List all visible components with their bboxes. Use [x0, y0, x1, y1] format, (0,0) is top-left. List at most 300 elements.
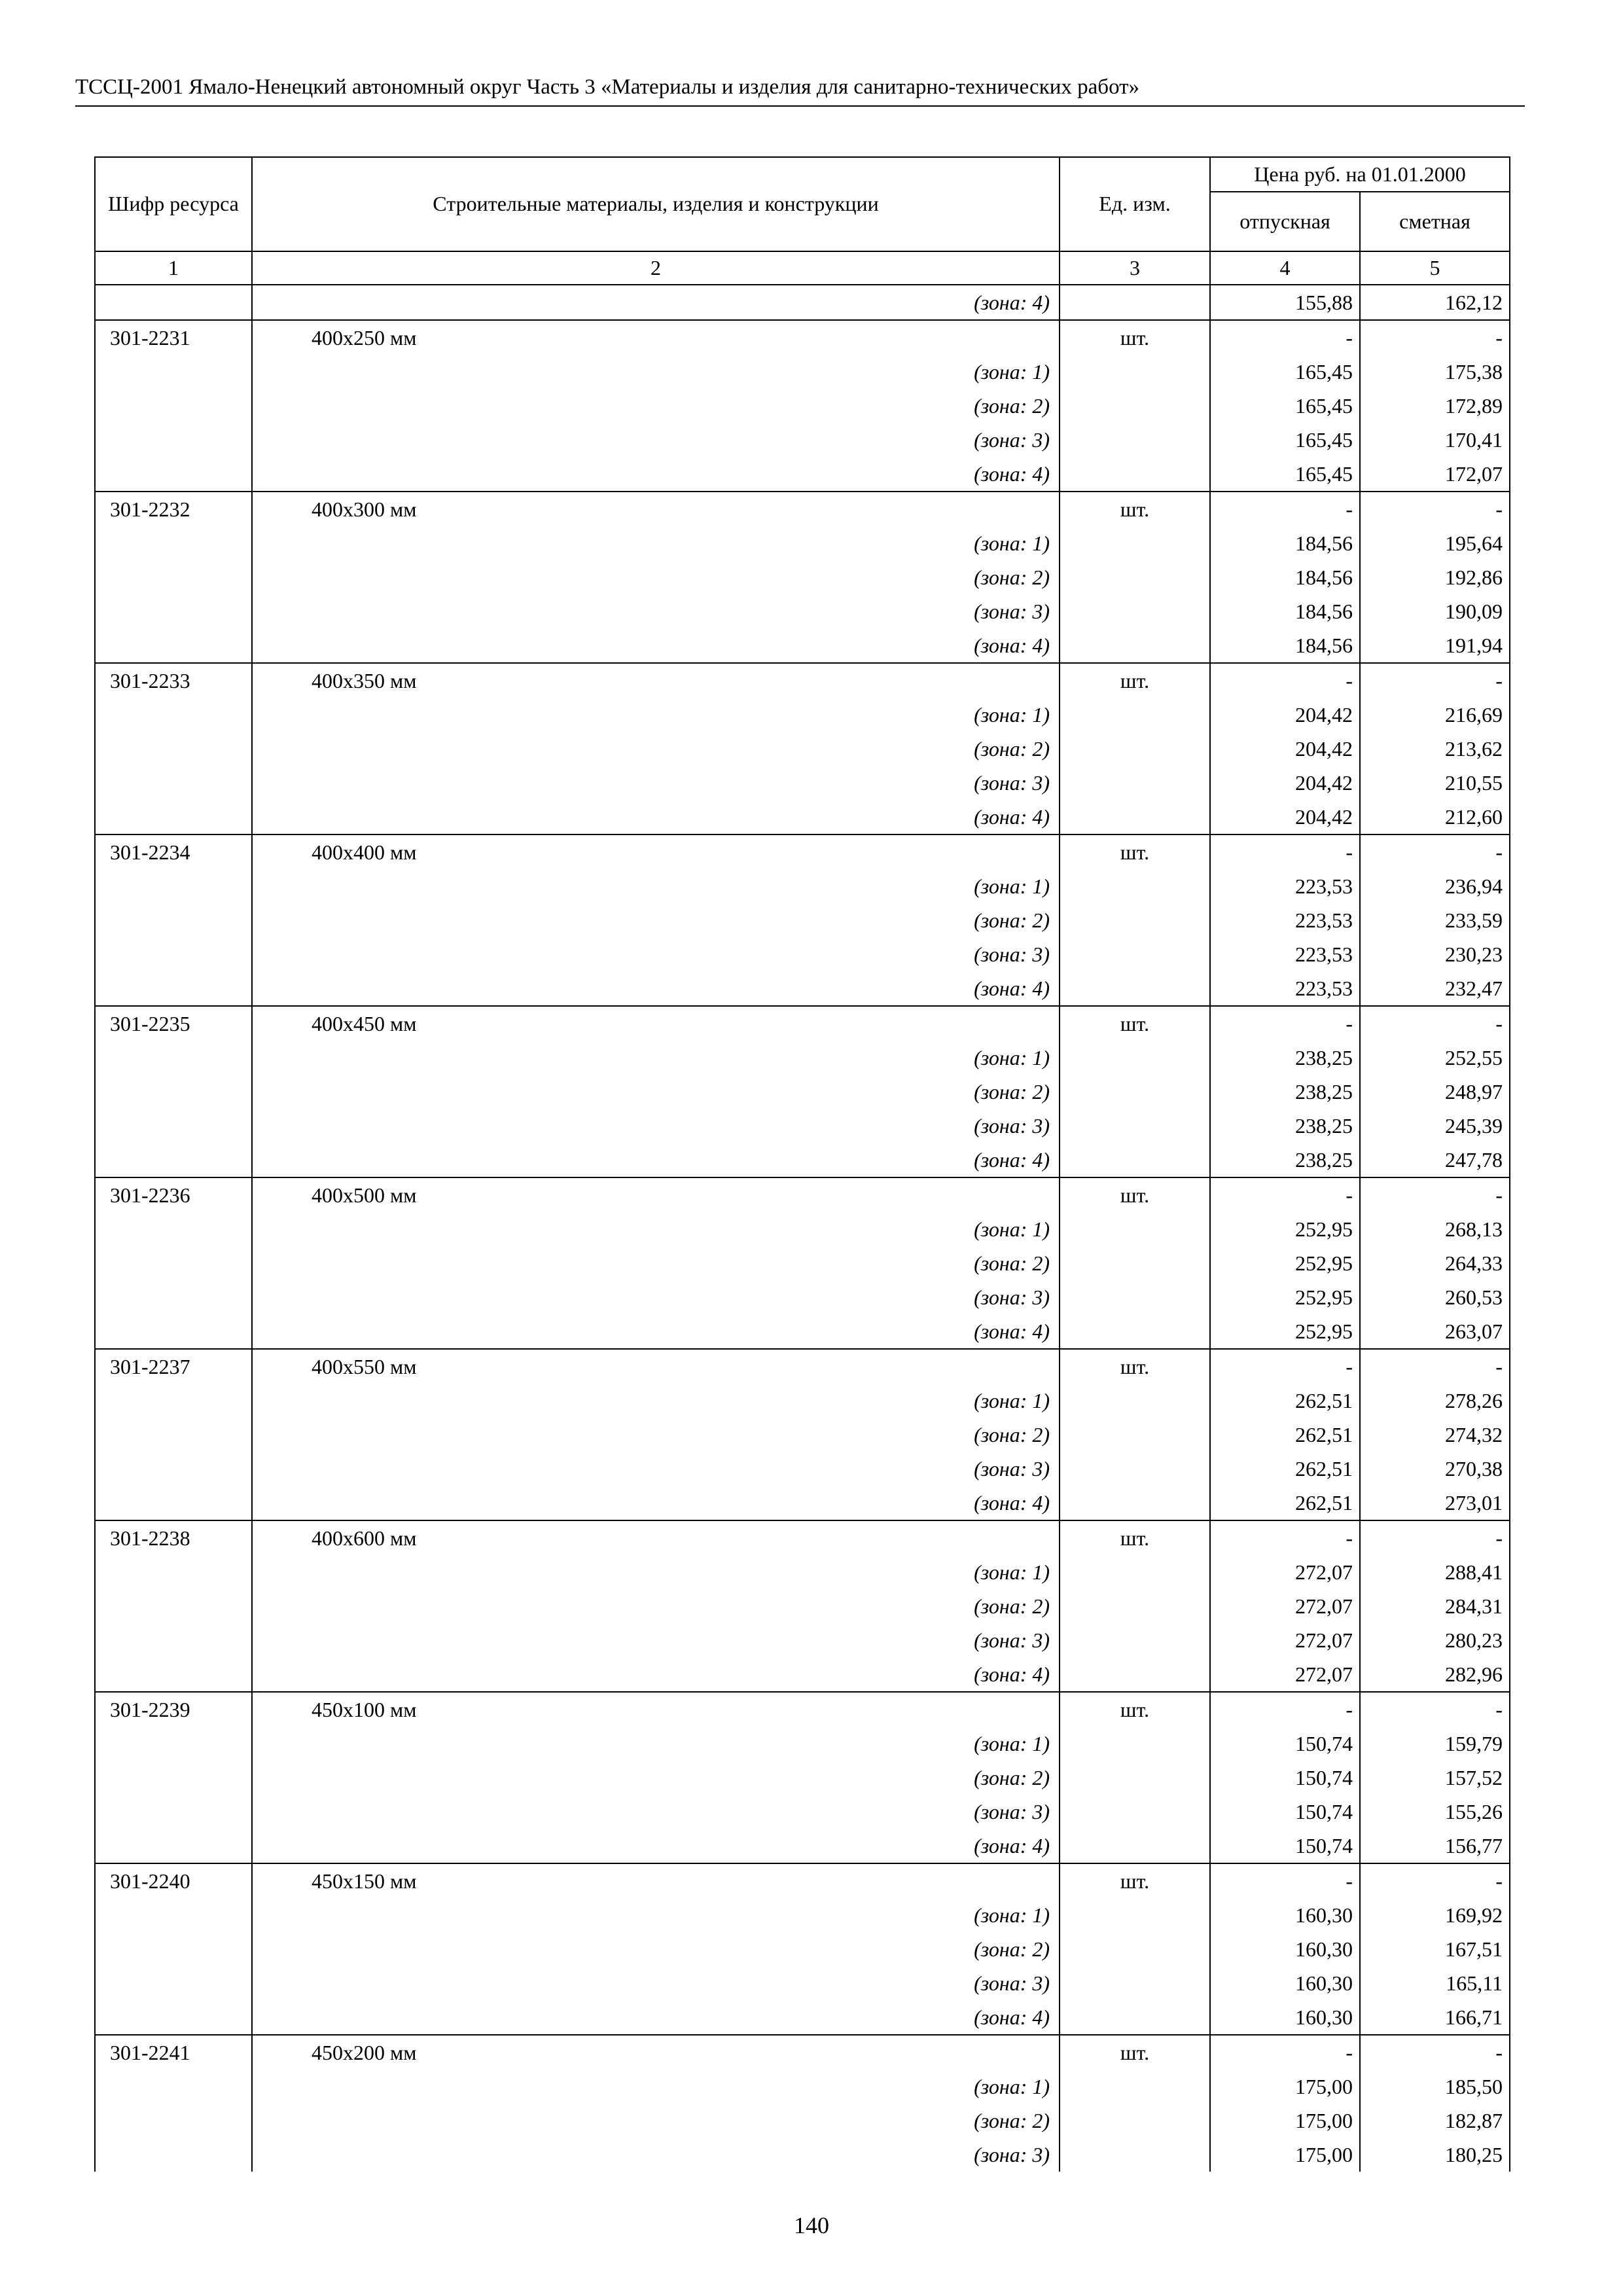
unit-cell	[1060, 457, 1210, 492]
zone-row	[95, 1829, 1510, 1863]
zone-row	[95, 1932, 1510, 1966]
resource-code: 301-2236	[95, 1177, 252, 1212]
estimate-price-cell: 156,77	[1360, 1829, 1510, 1863]
release-price-cell: 252,95	[1210, 1212, 1360, 1246]
zone-label: (зона: 2)	[252, 1589, 1060, 1623]
unit-cell	[1060, 1555, 1210, 1589]
zone-row	[95, 560, 1510, 594]
estimate-price-cell: 245,39	[1360, 1109, 1510, 1143]
estimate-price-cell: -	[1360, 663, 1510, 698]
zone-row	[95, 1143, 1510, 1177]
unit-cell	[1060, 2138, 1210, 2172]
estimate-price-cell: 280,23	[1360, 1623, 1510, 1657]
zone-label: (зона: 4)	[252, 1657, 1060, 1692]
zone-label: (зона: 4)	[252, 1143, 1060, 1177]
item-row	[95, 2035, 1510, 2070]
resource-code-cell	[95, 1384, 252, 1418]
estimate-price-cell: 192,86	[1360, 560, 1510, 594]
estimate-price-cell: -	[1360, 320, 1510, 355]
unit-cell	[1060, 1589, 1210, 1623]
unit-cell	[1060, 1143, 1210, 1177]
resource-code-cell	[95, 698, 252, 732]
zone-row	[95, 2138, 1510, 2172]
resource-code-cell	[95, 1212, 252, 1246]
release-price-cell: 165,45	[1210, 389, 1360, 423]
zone-row	[95, 1657, 1510, 1692]
zone-label: (зона: 2)	[252, 732, 1060, 766]
zone-label: (зона: 4)	[252, 971, 1060, 1006]
release-price-cell: 272,07	[1210, 1555, 1360, 1589]
release-price-cell: -	[1210, 2035, 1360, 2070]
zone-label: (зона: 3)	[252, 1109, 1060, 1143]
column-header-price-group: Цена руб. на 01.01.2000	[1210, 157, 1510, 192]
release-price-cell: 204,42	[1210, 698, 1360, 732]
unit-cell	[1060, 423, 1210, 457]
zone-label: (зона: 3)	[252, 1280, 1060, 1314]
resource-code: 301-2239	[95, 1692, 252, 1727]
page-number: 140	[794, 2212, 829, 2238]
estimate-price-cell: 182,87	[1360, 2104, 1510, 2138]
unit-cell	[1060, 869, 1210, 903]
release-price-cell: 223,53	[1210, 869, 1360, 903]
unit-cell	[1060, 800, 1210, 834]
estimate-price-cell: 230,23	[1360, 937, 1510, 971]
zone-label: (зона: 3)	[252, 937, 1060, 971]
zone-label: (зона: 2)	[252, 560, 1060, 594]
item-row	[95, 1692, 1510, 1727]
zone-row	[95, 423, 1510, 457]
estimate-price-cell: 190,09	[1360, 594, 1510, 628]
estimate-price-cell: 162,12	[1360, 285, 1510, 320]
release-price-cell: 150,74	[1210, 1829, 1360, 1863]
resource-code: 301-2233	[95, 663, 252, 698]
zone-row	[95, 1727, 1510, 1761]
zone-label: (зона: 4)	[252, 1314, 1060, 1349]
release-price-cell: -	[1210, 1006, 1360, 1041]
resource-code: 301-2240	[95, 1863, 252, 1898]
column-header-name: Строительные материалы, изделия и конструкции	[252, 157, 1060, 251]
release-price-cell: 155,88	[1210, 285, 1360, 320]
unit-cell	[1060, 1212, 1210, 1246]
unit-cell	[1060, 1314, 1210, 1349]
resource-code-cell	[95, 903, 252, 937]
item-row	[95, 1006, 1510, 1041]
estimate-price-cell: -	[1360, 2035, 1510, 2070]
unit-cell	[1060, 937, 1210, 971]
column-header-code: Шифр ресурса	[95, 157, 252, 251]
resource-code-cell	[95, 1589, 252, 1623]
item-row	[95, 492, 1510, 526]
resource-code-cell	[95, 1418, 252, 1452]
estimate-price-cell: 169,92	[1360, 1898, 1510, 1932]
item-row	[95, 1520, 1510, 1555]
zone-row	[95, 1452, 1510, 1486]
resource-code-cell	[95, 1109, 252, 1143]
resource-code-cell	[95, 2138, 252, 2172]
resource-code: 301-2237	[95, 1349, 252, 1384]
zone-row	[95, 971, 1510, 1006]
zone-row	[95, 937, 1510, 971]
unit-cell: шт.	[1060, 1863, 1210, 1898]
release-price-cell: 175,00	[1210, 2104, 1360, 2138]
unit-cell: шт.	[1060, 1692, 1210, 1727]
unit-cell: шт.	[1060, 320, 1210, 355]
release-price-cell: 160,30	[1210, 1932, 1360, 1966]
zone-label: (зона: 3)	[252, 1452, 1060, 1486]
estimate-price-cell: 260,53	[1360, 1280, 1510, 1314]
unit-cell	[1060, 1761, 1210, 1795]
unit-cell	[1060, 2070, 1210, 2104]
estimate-price-cell: 165,11	[1360, 1966, 1510, 2000]
resource-code: 301-2238	[95, 1520, 252, 1555]
zone-row	[95, 1041, 1510, 1075]
estimate-price-cell: 185,50	[1360, 2070, 1510, 2104]
release-price-cell: 160,30	[1210, 1966, 1360, 2000]
zone-label: (зона: 4)	[252, 1829, 1060, 1863]
zone-row	[95, 2104, 1510, 2138]
resource-code-cell	[95, 971, 252, 1006]
release-price-cell: 262,51	[1210, 1418, 1360, 1452]
estimate-price-cell: 159,79	[1360, 1727, 1510, 1761]
unit-cell	[1060, 2104, 1210, 2138]
unit-cell	[1060, 1075, 1210, 1109]
estimate-price-cell: 155,26	[1360, 1795, 1510, 1829]
release-price-cell: 238,25	[1210, 1075, 1360, 1109]
resource-code: 301-2235	[95, 1006, 252, 1041]
unit-cell	[1060, 1898, 1210, 1932]
unit-cell: шт.	[1060, 1006, 1210, 1041]
release-price-cell: 160,30	[1210, 1898, 1360, 1932]
zone-label: (зона: 1)	[252, 1727, 1060, 1761]
resource-code-cell	[95, 1795, 252, 1829]
item-name: 400х600 мм	[252, 1520, 1060, 1555]
column-header-release: отпускная	[1210, 192, 1360, 251]
release-price-cell: -	[1210, 1863, 1360, 1898]
estimate-price-cell: 252,55	[1360, 1041, 1510, 1075]
estimate-price-cell: 212,60	[1360, 800, 1510, 834]
resource-code-cell	[95, 800, 252, 834]
zone-row	[95, 1109, 1510, 1143]
resource-code-cell	[95, 1727, 252, 1761]
release-price-cell: 160,30	[1210, 2000, 1360, 2035]
release-price-cell: 252,95	[1210, 1246, 1360, 1280]
unit-cell	[1060, 1384, 1210, 1418]
zone-row	[95, 1795, 1510, 1829]
release-price-cell: 184,56	[1210, 628, 1360, 663]
unit-cell	[1060, 355, 1210, 389]
resource-code: 301-2232	[95, 492, 252, 526]
estimate-price-cell: 247,78	[1360, 1143, 1510, 1177]
zone-row	[95, 355, 1510, 389]
unit-cell	[1060, 1418, 1210, 1452]
resource-code-cell	[95, 1761, 252, 1795]
item-name: 400х400 мм	[252, 834, 1060, 869]
zone-label: (зона: 2)	[252, 2104, 1060, 2138]
release-price-cell: 184,56	[1210, 594, 1360, 628]
item-row	[95, 320, 1510, 355]
zone-row	[95, 698, 1510, 732]
unit-cell	[1060, 1623, 1210, 1657]
zone-label: (зона: 2)	[252, 1932, 1060, 1966]
resource-code-cell	[95, 1314, 252, 1349]
zone-row	[95, 1898, 1510, 1932]
release-price-cell: -	[1210, 834, 1360, 869]
item-name: 400х550 мм	[252, 1349, 1060, 1384]
resource-code-cell	[95, 2104, 252, 2138]
zone-row	[95, 1761, 1510, 1795]
unit-cell	[1060, 766, 1210, 800]
column-header-unit: Ед. изм.	[1060, 157, 1210, 251]
release-price-cell: 262,51	[1210, 1384, 1360, 1418]
zone-label: (зона: 4)	[252, 285, 1060, 320]
zone-label: (зона: 2)	[252, 1246, 1060, 1280]
zone-row	[95, 732, 1510, 766]
resource-code-cell	[95, 1555, 252, 1589]
estimate-price-cell: 248,97	[1360, 1075, 1510, 1109]
resource-code-cell	[95, 766, 252, 800]
column-number: 5	[1360, 251, 1510, 285]
estimate-price-cell: 273,01	[1360, 1486, 1510, 1520]
resource-code-cell	[95, 869, 252, 903]
zone-row	[95, 1589, 1510, 1623]
zone-label: (зона: 3)	[252, 594, 1060, 628]
column-number: 3	[1060, 251, 1210, 285]
item-name: 450х200 мм	[252, 2035, 1060, 2070]
table-body	[95, 285, 1510, 2172]
estimate-price-cell: 264,33	[1360, 1246, 1510, 1280]
estimate-price-cell: 274,32	[1360, 1418, 1510, 1452]
unit-cell	[1060, 1829, 1210, 1863]
estimate-price-cell: 195,64	[1360, 526, 1510, 560]
release-price-cell: 238,25	[1210, 1041, 1360, 1075]
release-price-cell: 223,53	[1210, 971, 1360, 1006]
release-price-cell: 238,25	[1210, 1109, 1360, 1143]
release-price-cell: 272,07	[1210, 1589, 1360, 1623]
release-price-cell: 272,07	[1210, 1657, 1360, 1692]
release-price-cell: 252,95	[1210, 1314, 1360, 1349]
resource-code-cell	[95, 1932, 252, 1966]
item-row	[95, 663, 1510, 698]
zone-label: (зона: 4)	[252, 800, 1060, 834]
estimate-price-cell: 172,07	[1360, 457, 1510, 492]
zone-row	[95, 1966, 1510, 2000]
unit-cell: шт.	[1060, 1520, 1210, 1555]
estimate-price-cell: 216,69	[1360, 698, 1510, 732]
zone-label: (зона: 2)	[252, 1418, 1060, 1452]
unit-cell: шт.	[1060, 834, 1210, 869]
unit-cell	[1060, 1486, 1210, 1520]
unit-cell	[1060, 1246, 1210, 1280]
item-name: 400х500 мм	[252, 1177, 1060, 1212]
unit-cell: шт.	[1060, 1349, 1210, 1384]
resource-code-cell	[95, 1075, 252, 1109]
column-number: 2	[252, 251, 1060, 285]
unit-cell	[1060, 903, 1210, 937]
estimate-price-cell: 233,59	[1360, 903, 1510, 937]
zone-label: (зона: 1)	[252, 355, 1060, 389]
unit-cell	[1060, 1280, 1210, 1314]
zone-label: (зона: 3)	[252, 766, 1060, 800]
resource-code-cell	[95, 1041, 252, 1075]
release-price-cell: 223,53	[1210, 903, 1360, 937]
unit-cell	[1060, 389, 1210, 423]
zone-row	[95, 1384, 1510, 1418]
zone-row	[95, 1246, 1510, 1280]
zone-row	[95, 1280, 1510, 1314]
unit-cell	[1060, 1932, 1210, 1966]
estimate-price-cell: 175,38	[1360, 355, 1510, 389]
resource-code-cell	[95, 1280, 252, 1314]
unit-cell	[1060, 526, 1210, 560]
release-price-cell: -	[1210, 1177, 1360, 1212]
unit-cell	[1060, 594, 1210, 628]
item-row	[95, 834, 1510, 869]
item-row	[95, 1863, 1510, 1898]
estimate-price-cell: 268,13	[1360, 1212, 1510, 1246]
unit-cell	[1060, 732, 1210, 766]
zone-label: (зона: 1)	[252, 2070, 1060, 2104]
estimate-price-cell: -	[1360, 1863, 1510, 1898]
zone-row	[95, 1555, 1510, 1589]
unit-cell	[1060, 1795, 1210, 1829]
header-row	[95, 157, 1510, 192]
header-rule	[75, 105, 1525, 107]
item-name: 400х350 мм	[252, 663, 1060, 698]
estimate-price-cell: 284,31	[1360, 1589, 1510, 1623]
zone-row	[95, 526, 1510, 560]
item-row	[95, 1177, 1510, 1212]
estimate-price-cell: 232,47	[1360, 971, 1510, 1006]
release-price-cell: -	[1210, 1349, 1360, 1384]
estimate-price-cell: 288,41	[1360, 1555, 1510, 1589]
estimate-price-cell: -	[1360, 492, 1510, 526]
item-name: 450х100 мм	[252, 1692, 1060, 1727]
release-price-cell: -	[1210, 1692, 1360, 1727]
release-price-cell: 165,45	[1210, 423, 1360, 457]
resource-code-cell	[95, 1898, 252, 1932]
release-price-cell: -	[1210, 1520, 1360, 1555]
release-price-cell: -	[1210, 492, 1360, 526]
price-table-frame	[94, 156, 1509, 2172]
item-row	[95, 1349, 1510, 1384]
release-price-cell: 204,42	[1210, 732, 1360, 766]
release-price-cell: -	[1210, 663, 1360, 698]
resource-code-cell	[95, 1657, 252, 1692]
release-price-cell: 175,00	[1210, 2138, 1360, 2172]
resource-code-cell	[95, 1452, 252, 1486]
estimate-price-cell: 263,07	[1360, 1314, 1510, 1349]
resource-code-cell	[95, 285, 252, 320]
zone-row	[95, 1486, 1510, 1520]
zone-row	[95, 1623, 1510, 1657]
estimate-price-cell: 157,52	[1360, 1761, 1510, 1795]
unit-cell: шт.	[1060, 2035, 1210, 2070]
estimate-price-cell: 210,55	[1360, 766, 1510, 800]
item-name: 450х150 мм	[252, 1863, 1060, 1898]
unit-cell	[1060, 285, 1210, 320]
zone-label: (зона: 1)	[252, 1041, 1060, 1075]
zone-label: (зона: 4)	[252, 457, 1060, 492]
zone-label: (зона: 1)	[252, 698, 1060, 732]
zone-row	[95, 1212, 1510, 1246]
zone-label: (зона: 3)	[252, 423, 1060, 457]
table-head	[95, 157, 1510, 285]
estimate-price-cell: 170,41	[1360, 423, 1510, 457]
estimate-price-cell: -	[1360, 1177, 1510, 1212]
release-price-cell: 165,45	[1210, 457, 1360, 492]
price-table	[94, 156, 1510, 2172]
zone-row	[95, 389, 1510, 423]
unit-cell: шт.	[1060, 492, 1210, 526]
item-name: 400х300 мм	[252, 492, 1060, 526]
item-name: 400х450 мм	[252, 1006, 1060, 1041]
zone-label: (зона: 1)	[252, 1898, 1060, 1932]
zone-label: (зона: 1)	[252, 526, 1060, 560]
resource-code: 301-2234	[95, 834, 252, 869]
estimate-price-cell: -	[1360, 834, 1510, 869]
zone-label: (зона: 3)	[252, 1623, 1060, 1657]
zone-label: (зона: 1)	[252, 1384, 1060, 1418]
release-price-cell: 204,42	[1210, 766, 1360, 800]
resource-code-cell	[95, 457, 252, 492]
release-price-cell: 262,51	[1210, 1486, 1360, 1520]
unit-cell: шт.	[1060, 1177, 1210, 1212]
unit-cell	[1060, 971, 1210, 1006]
resource-code-cell	[95, 1623, 252, 1657]
release-price-cell: 223,53	[1210, 937, 1360, 971]
unit-cell	[1060, 1727, 1210, 1761]
estimate-price-cell: 172,89	[1360, 389, 1510, 423]
unit-cell	[1060, 1657, 1210, 1692]
estimate-price-cell: 180,25	[1360, 2138, 1510, 2172]
zone-row	[95, 594, 1510, 628]
estimate-price-cell: -	[1360, 1349, 1510, 1384]
zone-row	[95, 800, 1510, 834]
zone-label: (зона: 4)	[252, 1486, 1060, 1520]
zone-label: (зона: 1)	[252, 1555, 1060, 1589]
resource-code-cell	[95, 1143, 252, 1177]
estimate-price-cell: -	[1360, 1692, 1510, 1727]
zone-row	[95, 766, 1510, 800]
zone-label: (зона: 2)	[252, 389, 1060, 423]
resource-code-cell	[95, 1486, 252, 1520]
estimate-price-cell: 282,96	[1360, 1657, 1510, 1692]
zone-row	[95, 2000, 1510, 2035]
zone-row	[95, 457, 1510, 492]
release-price-cell: 252,95	[1210, 1280, 1360, 1314]
unit-cell	[1060, 1452, 1210, 1486]
resource-code-cell	[95, 937, 252, 971]
resource-code-cell	[95, 594, 252, 628]
zone-row	[95, 869, 1510, 903]
zone-row	[95, 1075, 1510, 1109]
release-price-cell: 272,07	[1210, 1623, 1360, 1657]
release-price-cell: 238,25	[1210, 1143, 1360, 1177]
unit-cell	[1060, 1966, 1210, 2000]
estimate-price-cell: 167,51	[1360, 1932, 1510, 1966]
unit-cell	[1060, 1041, 1210, 1075]
release-price-cell: 204,42	[1210, 800, 1360, 834]
column-header-estimate: сметная	[1360, 192, 1510, 251]
zone-label: (зона: 3)	[252, 2138, 1060, 2172]
unit-cell: шт.	[1060, 663, 1210, 698]
zone-row	[95, 1418, 1510, 1452]
resource-code-cell	[95, 1966, 252, 2000]
resource-code: 301-2241	[95, 2035, 252, 2070]
resource-code-cell	[95, 732, 252, 766]
resource-code: 301-2231	[95, 320, 252, 355]
estimate-price-cell: -	[1360, 1006, 1510, 1041]
